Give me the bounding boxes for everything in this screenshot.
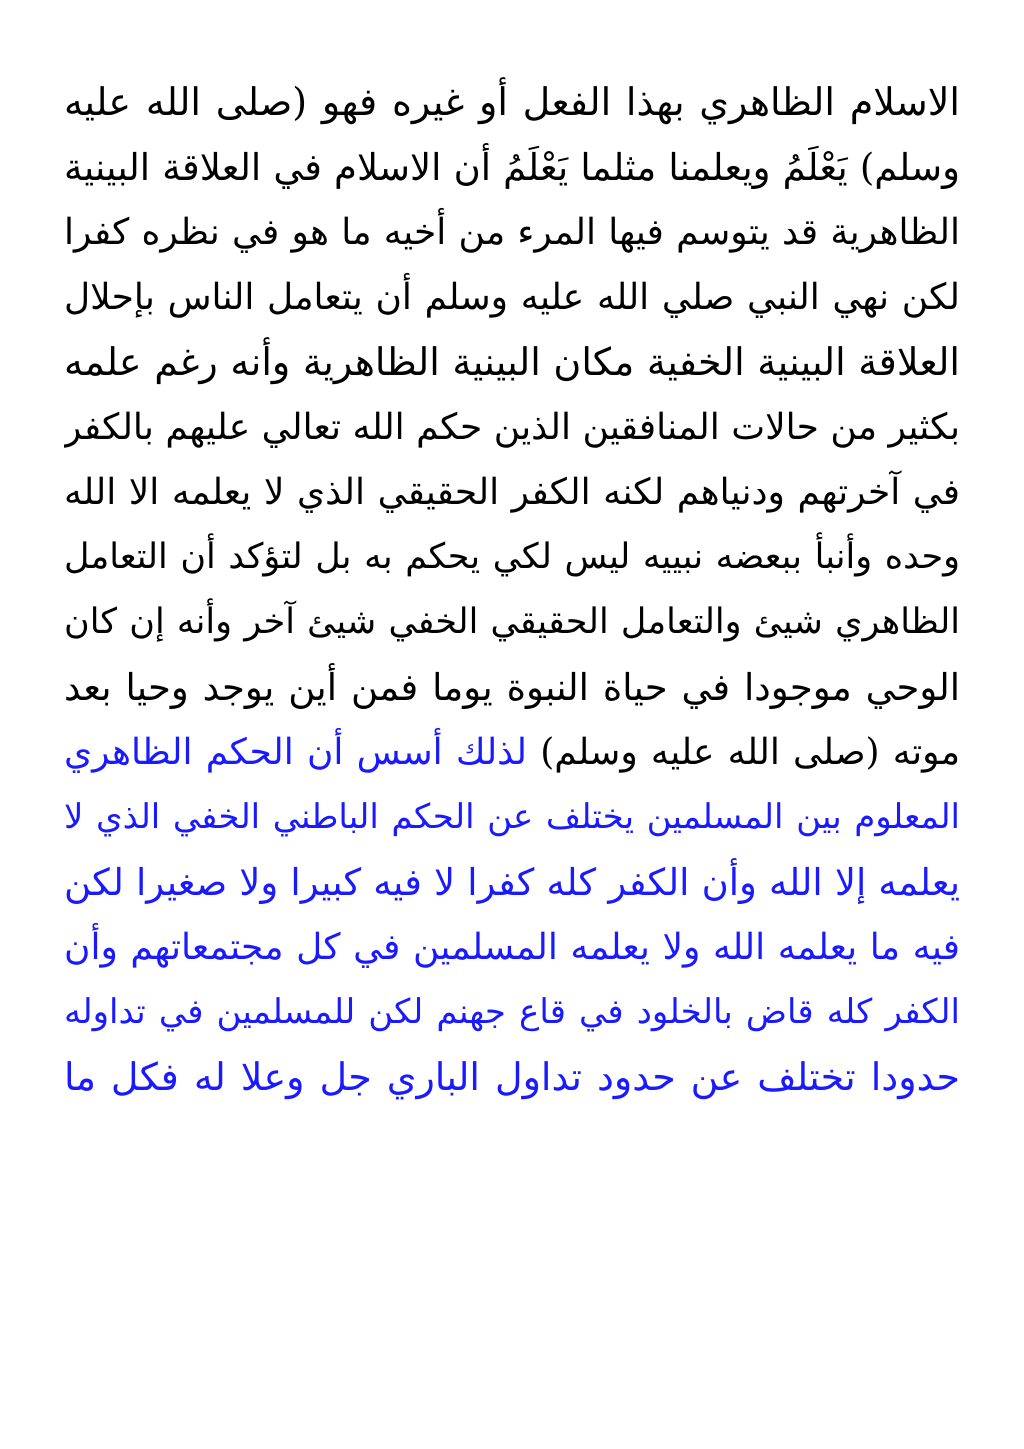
text-line bbox=[64, 655, 960, 720]
text-line bbox=[64, 330, 960, 395]
text-segment: الاسلام الظاهري بهذا الفعل أو غيره فهو (صلى الله عليه bbox=[64, 80, 960, 124]
highlighted-text-segment: الكفر كله قاض بالخلود في قاع جهنم لكن للمسلمين في تداوله bbox=[64, 992, 960, 1032]
highlighted-text-segment: يعلمه إلا الله وأن الكفر كله كفرا لا فيه كبيرا ولا صغيرا لكن bbox=[64, 861, 960, 904]
text-line bbox=[64, 460, 960, 525]
highlighted-text-line bbox=[64, 785, 960, 850]
text-segment: بكثير من حالات المنافقين الذين حكم الله تعالي عليهم بالكفر bbox=[64, 407, 960, 448]
text-segment: وسلم) يَعْلَمُ ويعلمنا مثلما يَعْلَمُ أن الاسلام في العلاقة البينية bbox=[64, 146, 960, 189]
text-segment: الوحي موجودا في حياة النبوة يوما فمن أين يوجد وحيا بعد bbox=[64, 666, 960, 709]
text-line bbox=[64, 135, 960, 200]
highlighted-text-segment: فيه ما يعلمه الله ولا يعلمه المسلمين في كل مجتمعاتهم وأن bbox=[64, 927, 960, 968]
text-segment: في آخرتهم ودنياهم لكنه الكفر الحقيقي الذي لا يعلمه الا الله bbox=[64, 472, 960, 513]
highlighted-text-line bbox=[64, 1045, 960, 1110]
text-segment: موته (صلى الله عليه وسلم) bbox=[527, 732, 960, 773]
text-line bbox=[64, 70, 960, 135]
text-line bbox=[64, 395, 960, 460]
text-segment: الظاهري شيئ والتعامل الحقيقي الخفي شيئ آخر وأنه إن كان bbox=[64, 602, 960, 642]
highlighted-text-line bbox=[64, 980, 960, 1045]
highlighted-text-segment: المعلوم بين المسلمين يختلف عن الحكم الباطني الخفي الذي لا bbox=[64, 797, 960, 837]
text-line bbox=[64, 265, 960, 330]
text-line bbox=[64, 525, 960, 590]
body-text bbox=[64, 70, 960, 1110]
text-segment: لكن نهي النبي صلي الله عليه وسلم أن يتعامل الناس بإحلال bbox=[64, 277, 960, 318]
highlighted-text-line bbox=[64, 915, 960, 980]
text-line bbox=[64, 200, 960, 265]
text-line bbox=[64, 720, 960, 785]
highlighted-text-segment: حدودا تختلف عن حدود تداول الباري جل وعلا له فكل ما bbox=[64, 1055, 960, 1099]
text-segment: وحده وأنبأ ببعضه نبييه ليس لكي يحكم به بل لتؤكد أن التعامل bbox=[64, 537, 960, 577]
text-segment: العلاقة البينية الخفية مكان البينية الظاهرية وأنه رغم علمه bbox=[64, 340, 960, 384]
highlighted-text-segment: لذلك أسس أن الحكم الظاهري bbox=[64, 732, 528, 773]
text-segment: الظاهرية قد يتوسم فيها المرء من أخيه ما هو في نظره كفرا bbox=[64, 212, 960, 253]
highlighted-text-line bbox=[64, 850, 960, 915]
text-line bbox=[64, 590, 960, 655]
